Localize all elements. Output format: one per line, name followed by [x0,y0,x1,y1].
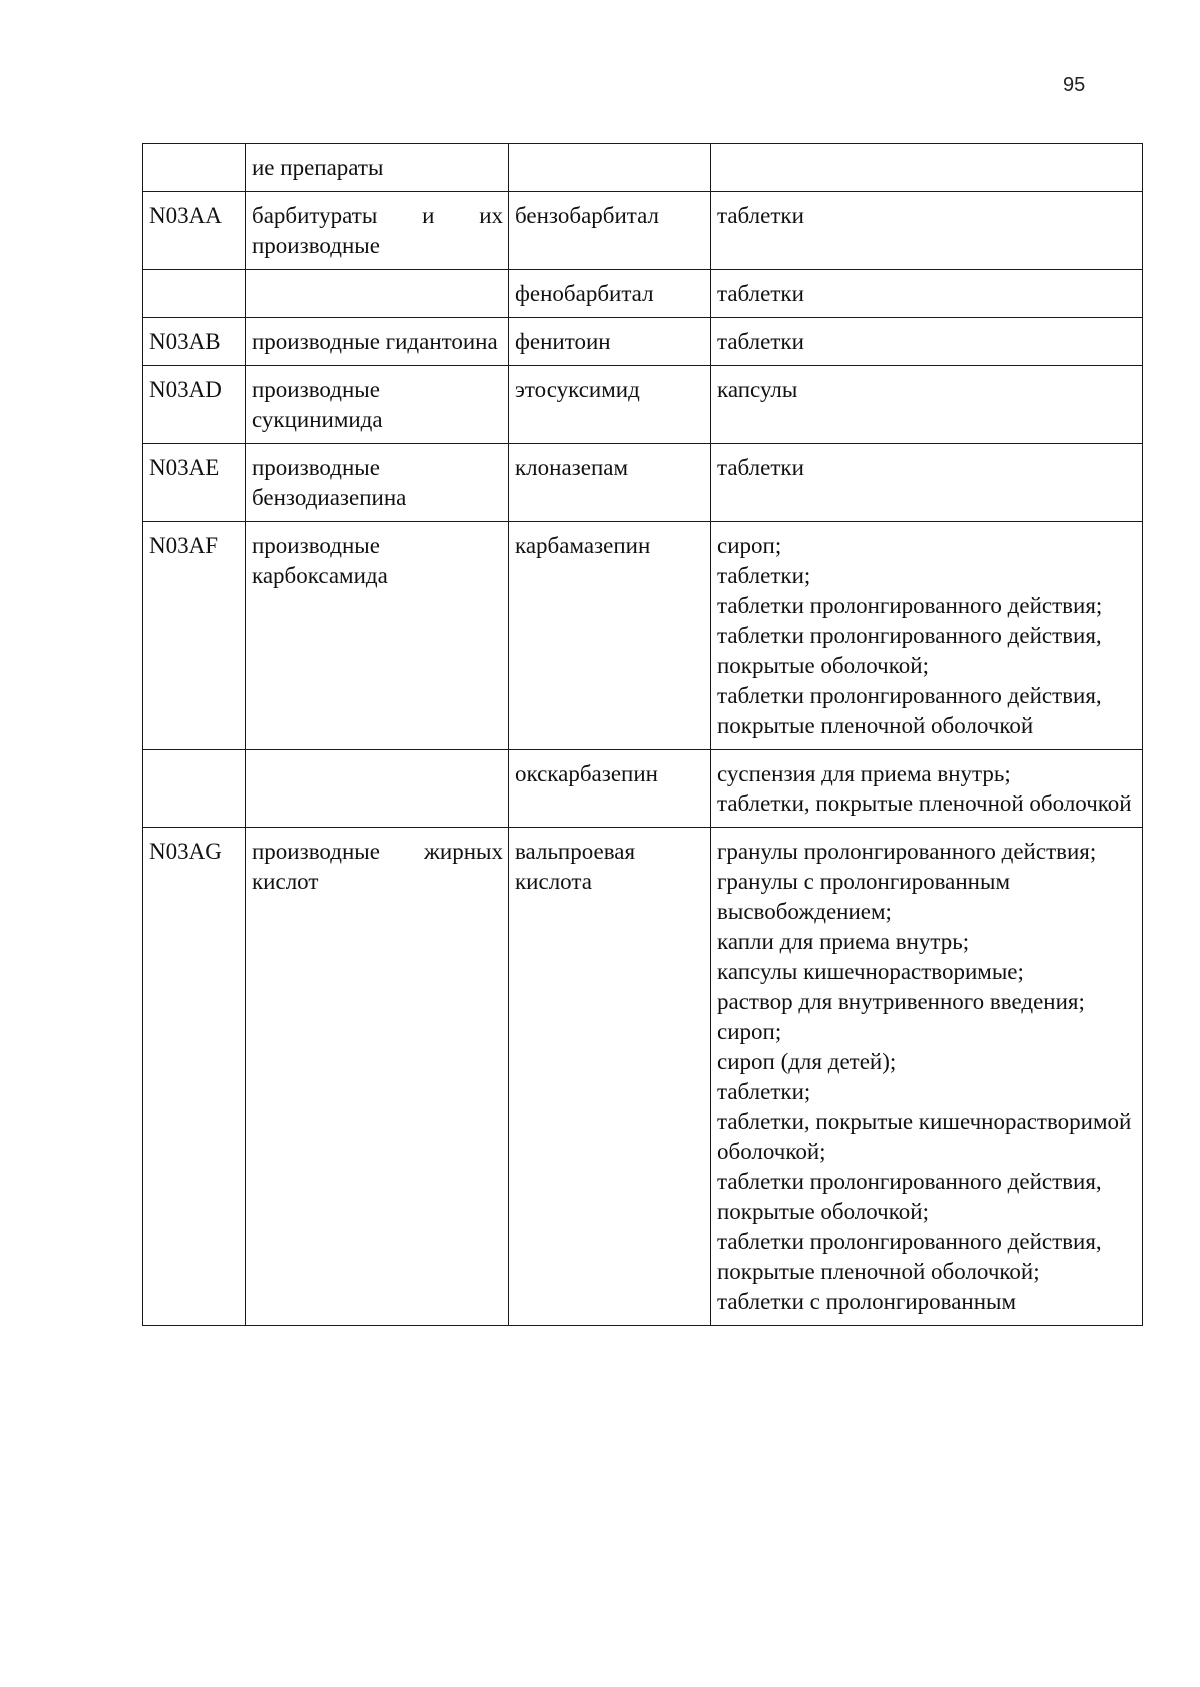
dosage-form-item: таблетки [717,203,804,228]
atc-code-cell [143,144,246,192]
dosage-form-item: таблетки пролонгированного действия, покрытые оболочкой; [717,1169,1102,1224]
drug-name-cell: окскарбазепин [509,750,711,828]
drug-group-cell: барбитураты и их производные [246,192,509,270]
drug-table [142,143,1143,1326]
atc-code-cell: N03AE [143,444,246,522]
page-number: 95 [1063,74,1086,96]
dosage-form-cell [711,318,1143,366]
dosage-form-item: таблетки; [717,563,811,588]
dosage-form-cell [711,270,1143,318]
drug-name-cell: бензобарбитал [509,192,711,270]
drug-group-cell: производные бензодиазепина [246,444,509,522]
dosage-form-item: капсулы [717,377,798,402]
table-row [143,144,1143,192]
dosage-form-cell [711,144,1143,192]
drug-group-cell: производные карбоксамида [246,522,509,750]
dosage-form-item: таблетки с пролонгированным [717,1289,1017,1314]
drug-name-cell: вальпроевая кислота [509,828,711,1326]
dosage-form-item: капли для приема внутрь; [717,929,970,954]
atc-code-cell: N03AA [143,192,246,270]
drug-name-cell: фенитоин [509,318,711,366]
dosage-form-item: таблетки, покрытые пленочной оболочкой [717,791,1132,816]
drug-name-cell: фенобарбитал [509,270,711,318]
table-row [143,270,1143,318]
dosage-form-item: таблетки [717,455,804,480]
table-row [143,318,1143,366]
drug-name-cell: карбамазепин [509,522,711,750]
table-row [143,750,1143,828]
drug-group-cell: производные гидантоина [246,318,509,366]
drug-name-cell [509,144,711,192]
drug-name-cell: этосуксимид [509,366,711,444]
drug-group-cell [246,270,509,318]
dosage-form-item: раствор для внутривенного введения; [717,989,1085,1014]
dosage-form-item: таблетки; [717,1079,811,1104]
dosage-form-cell [711,750,1143,828]
drug-name-cell: клоназепам [509,444,711,522]
dosage-form-cell [711,522,1143,750]
dosage-form-item: гранулы пролонгированного действия; [717,839,1097,864]
atc-code-cell [143,750,246,828]
table-row [143,522,1143,750]
table-row [143,192,1143,270]
atc-code-cell: N03AG [143,828,246,1326]
drug-group-cell: ие препараты [246,144,509,192]
drug-group-cell: производные жирных кислот [246,828,509,1326]
dosage-form-item: таблетки пролонгированного действия, покрытые пленочной оболочкой [717,683,1102,738]
dosage-form-item: таблетки пролонгированного действия, покрытые пленочной оболочкой; [717,1229,1102,1284]
dosage-form-cell [711,444,1143,522]
dosage-form-item: таблетки, покрытые кишечнорастворимой оболочкой; [717,1109,1132,1164]
dosage-form-item: таблетки пролонгированного действия; [717,593,1103,618]
dosage-form-item: сироп; [717,1019,782,1044]
dosage-form-item: сироп; [717,533,782,558]
atc-code-cell: N03AD [143,366,246,444]
drug-group-cell: производные сукцинимида [246,366,509,444]
dosage-form-item: гранулы с пролонгированным высвобождением; [717,869,1011,924]
drug-group-cell [246,750,509,828]
table-body [143,144,1143,1326]
dosage-form-item: сироп (для детей); [717,1049,897,1074]
atc-code-cell [143,270,246,318]
table-row [143,828,1143,1326]
dosage-form-cell [711,366,1143,444]
dosage-form-item: капсулы кишечнорастворимые; [717,959,1024,984]
table-row [143,366,1143,444]
dosage-form-item: таблетки пролонгированного действия, покрытые оболочкой; [717,623,1102,678]
dosage-form-item: таблетки [717,281,804,306]
atc-code-cell: N03AF [143,522,246,750]
dosage-form-item: суспензия для приема внутрь; [717,761,1011,786]
atc-code-cell: N03AB [143,318,246,366]
dosage-form-item: таблетки [717,329,804,354]
table-row [143,444,1143,522]
dosage-form-cell [711,192,1143,270]
dosage-form-cell [711,828,1143,1326]
